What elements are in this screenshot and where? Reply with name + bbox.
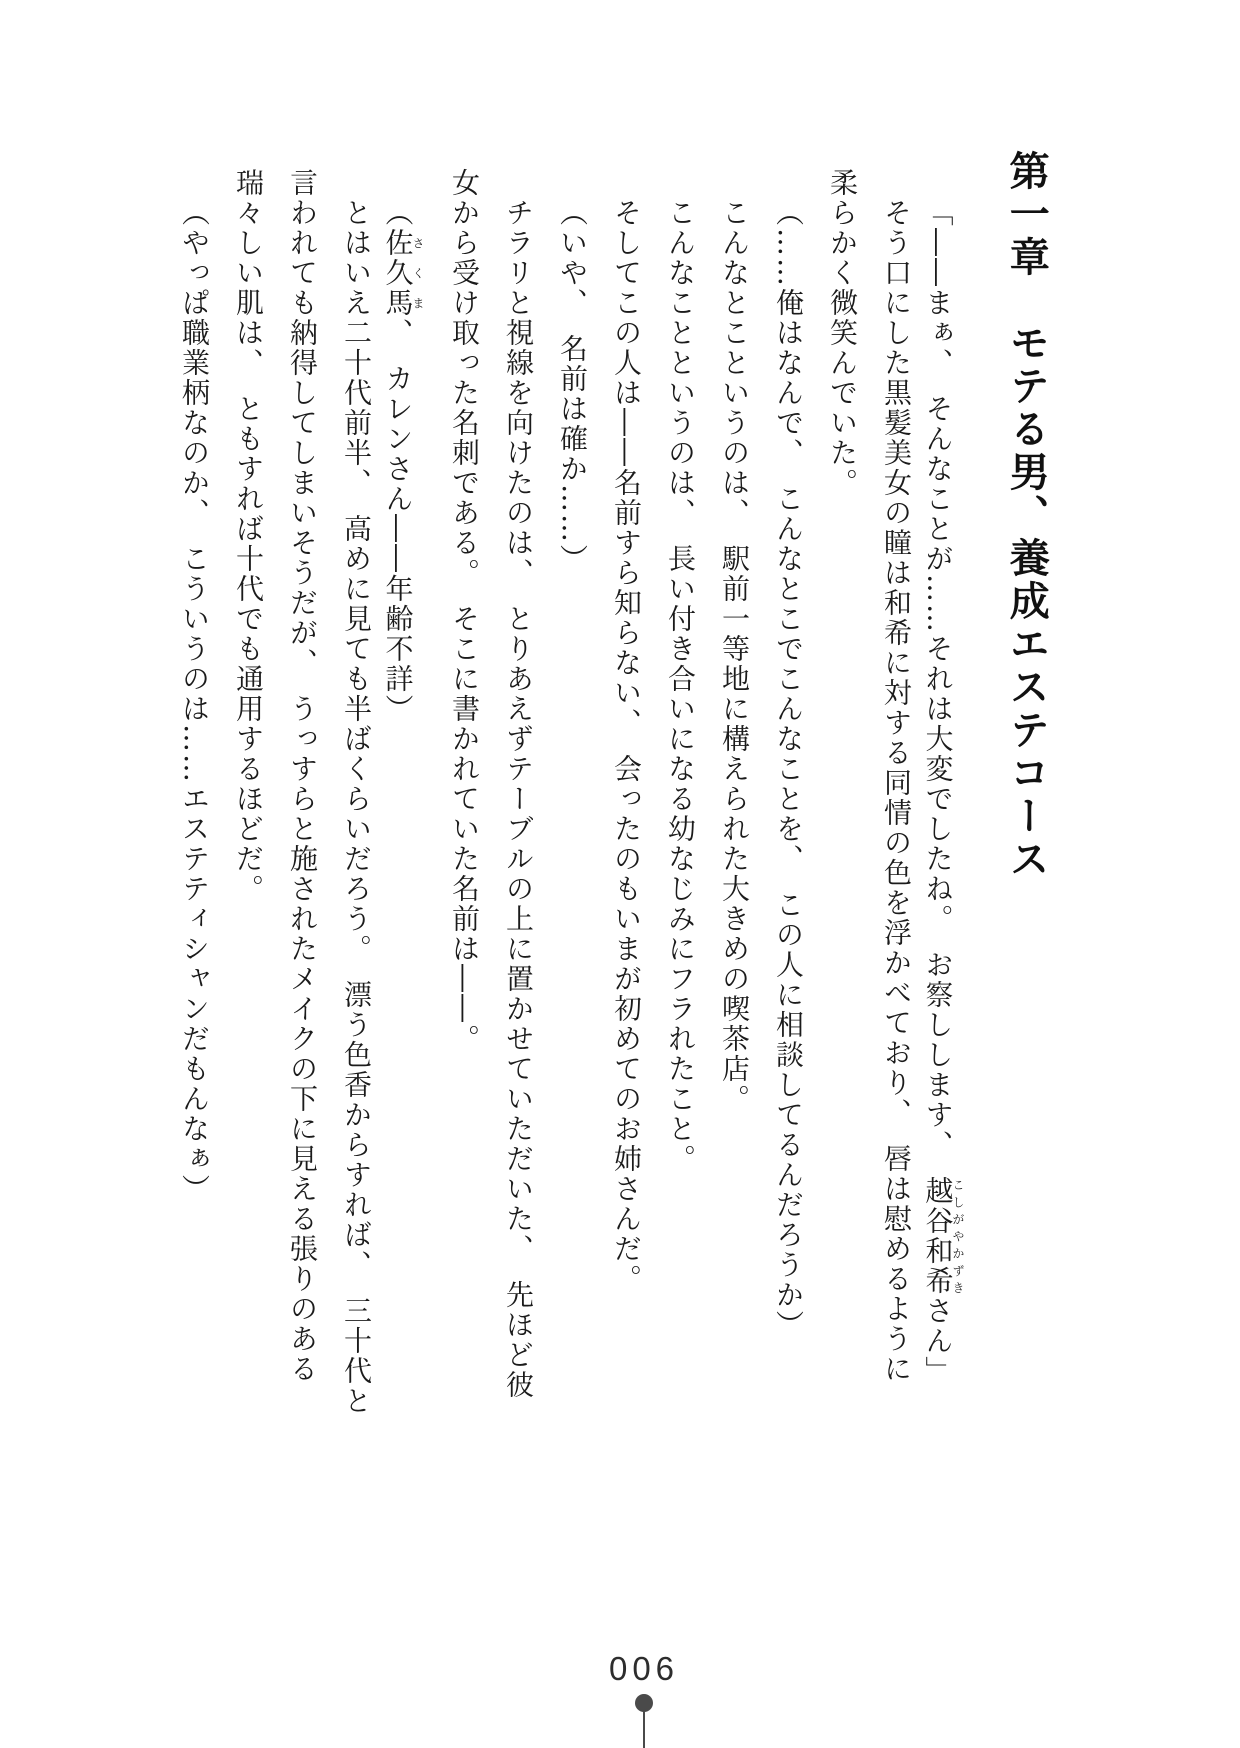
furigana-term: 佐久馬さくま: [381, 228, 425, 318]
body-text-area: [154, 168, 964, 1488]
text-column: そしてこの人は――名前すら知らない、 会ったのもいまが初めてのお姉さんだ。: [610, 198, 643, 1294]
text-column: とはいえ二十代前半、 高めに見ても半ばくらいだろう。 漂う色香からすれば、 三十代と: [340, 198, 373, 1416]
text-column: 言われても納得してしまいそうだが、 うっすらと施されたメイクの下に見える張りのある: [286, 168, 319, 1384]
text-column: （やっぱ職業柄なのか、 こういうのは……エステティシャンだもんなぁ）: [178, 198, 211, 1204]
text-column: こんなとこというのは、 駅前一等地に構えられた大きめの喫茶店。: [718, 198, 751, 1114]
text-column: こんなことというのは、 長い付き合いになる幼なじみにフラれたこと。: [664, 198, 697, 1174]
furigana-term: 越谷和希こしがやかずき: [921, 1176, 965, 1296]
text-column: 瑞々しい肌は、 ともすれば十代でも通用するほどだ。: [232, 168, 265, 904]
footer-page-number: 006: [608, 1650, 680, 1687]
text-column: 柔らかく微笑んでいた。: [826, 168, 859, 498]
text-column: 女から受け取った名刺である。 そこに書かれていた名前は――。: [448, 168, 481, 1054]
page-marker-line: [643, 1710, 645, 1748]
text-column: （……俺はなんで、 こんなとこでこんなことを、 この人に相談してるんだろうか）: [772, 198, 805, 1340]
text-column: （佐久馬さくま、 カレンさん――年齢不詳）: [381, 198, 425, 724]
text-column: チラリと視線を向けたのは、 とりあえずテーブルの上に置かせていただいた、 先ほど彼: [502, 198, 535, 1400]
chapter-title: 第一章 モテる男、養成エステコース: [1003, 150, 1051, 881]
text-column: 「――まぁ、 そんなことが……それは大変でしたね。 お察しします、 越谷和希こしがやかずきさん」: [921, 198, 965, 1386]
text-column: （いや、 名前は確か……）: [556, 198, 589, 574]
text-column: そう口にした黒髪美女の瞳は和希に対する同情の色を浮かべており、 唇は慰めるように: [880, 198, 913, 1384]
